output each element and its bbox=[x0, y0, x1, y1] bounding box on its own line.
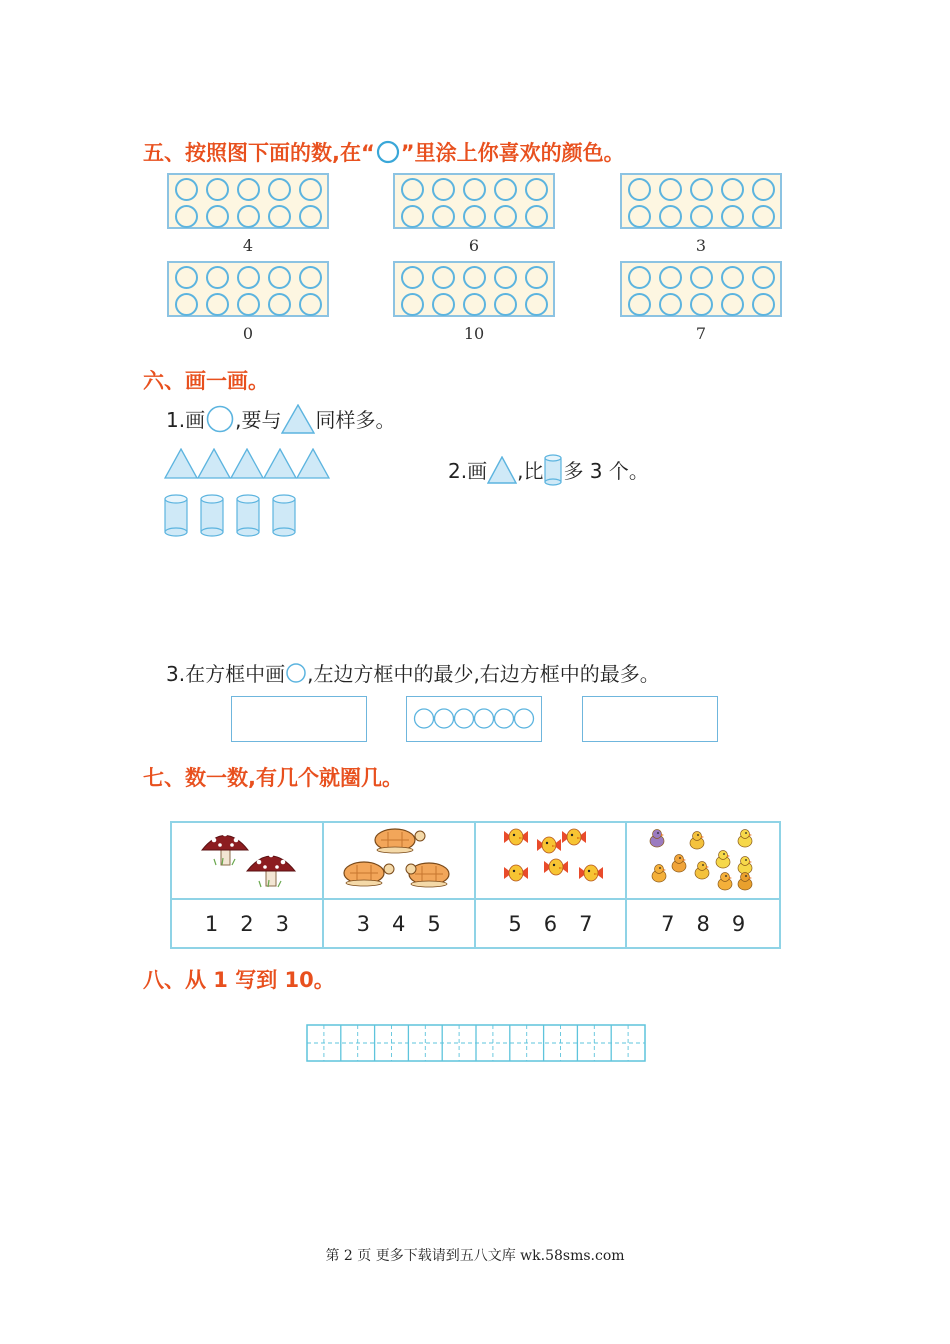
circle-icon bbox=[435, 709, 454, 728]
cylinder-icon bbox=[237, 495, 259, 536]
answer-box-left[interactable] bbox=[231, 696, 367, 742]
chick-icon bbox=[716, 851, 730, 869]
chick-icon bbox=[650, 830, 664, 848]
circle-icon bbox=[515, 709, 534, 728]
circle-icon[interactable] bbox=[752, 293, 775, 316]
circle-icon[interactable] bbox=[659, 293, 682, 316]
bird-icon bbox=[504, 865, 528, 881]
options-cell bbox=[627, 900, 779, 947]
circle-icon[interactable] bbox=[752, 205, 775, 228]
circle-icon[interactable] bbox=[628, 266, 651, 289]
circle-icon bbox=[205, 404, 235, 439]
triangle-icon bbox=[281, 404, 315, 439]
section5-heading-before: 五、按照图下面的数,在“ bbox=[143, 141, 375, 165]
circle-icon[interactable] bbox=[752, 266, 775, 289]
circle-icon[interactable] bbox=[690, 178, 713, 201]
circle-icon[interactable] bbox=[628, 178, 651, 201]
option-number[interactable]: 5 bbox=[508, 911, 522, 936]
triangle-icon bbox=[198, 449, 230, 478]
circle-icon[interactable] bbox=[659, 178, 682, 201]
circle-icon[interactable] bbox=[463, 205, 486, 228]
bird-icon bbox=[544, 859, 568, 875]
circle-icon[interactable] bbox=[268, 205, 291, 228]
triangle-icon bbox=[297, 449, 329, 478]
options-cell bbox=[476, 900, 628, 947]
triangle-icon bbox=[165, 449, 197, 478]
circle-icon[interactable] bbox=[463, 266, 486, 289]
ten-frame bbox=[167, 261, 329, 317]
option-number[interactable]: 7 bbox=[661, 911, 675, 936]
ten-frame bbox=[393, 261, 555, 317]
option-number[interactable]: 3 bbox=[356, 911, 370, 936]
cylinder-icon bbox=[273, 495, 295, 536]
bird-icon bbox=[579, 865, 603, 881]
circle-icon[interactable] bbox=[206, 205, 229, 228]
circle-icon[interactable] bbox=[175, 266, 198, 289]
circle-icon[interactable] bbox=[237, 293, 260, 316]
circle-icon[interactable] bbox=[175, 178, 198, 201]
circle-icon bbox=[285, 662, 307, 689]
frame-number-label: 4 bbox=[242, 236, 254, 255]
chick-icon bbox=[718, 873, 732, 891]
section7-heading: 七、数一数,有几个就圈几。 bbox=[143, 766, 403, 790]
bird-cell bbox=[476, 823, 628, 900]
chick-icon bbox=[690, 832, 704, 850]
circle-icon[interactable] bbox=[432, 266, 455, 289]
ten-frame bbox=[167, 173, 329, 229]
circle-icon[interactable] bbox=[690, 205, 713, 228]
frame-number-label: 0 bbox=[242, 324, 254, 343]
circle-icon[interactable] bbox=[494, 266, 517, 289]
count-table bbox=[170, 821, 781, 949]
option-number[interactable]: 7 bbox=[579, 911, 593, 936]
circle-icon bbox=[415, 709, 434, 728]
cylinder-icon bbox=[543, 454, 563, 491]
circle-icon[interactable] bbox=[268, 266, 291, 289]
chick-icon bbox=[627, 823, 777, 898]
circle-icon[interactable] bbox=[690, 266, 713, 289]
q2-text-a: 2.画 bbox=[448, 459, 488, 483]
frame-number-label: 3 bbox=[695, 236, 707, 255]
q3-text-b: ,左边方框中的最少,右边方框中的最多。 bbox=[307, 662, 660, 686]
answer-box-right[interactable] bbox=[582, 696, 718, 742]
circle-icon[interactable] bbox=[752, 178, 775, 201]
chick-icon bbox=[738, 830, 752, 848]
circle-icon[interactable] bbox=[659, 266, 682, 289]
circle-icon[interactable] bbox=[299, 266, 322, 289]
circle-icon[interactable] bbox=[525, 293, 548, 316]
ten-frame bbox=[620, 261, 782, 317]
cylinder-icon bbox=[165, 495, 187, 536]
circle-icon[interactable] bbox=[494, 293, 517, 316]
circle-icon[interactable] bbox=[525, 205, 548, 228]
section5-heading bbox=[143, 137, 625, 170]
circle-icon[interactable] bbox=[237, 266, 260, 289]
circle-icon[interactable] bbox=[299, 293, 322, 316]
q3-text-a: 3.在方框中画 bbox=[166, 662, 286, 686]
circle-icon[interactable] bbox=[721, 178, 744, 201]
chick-icon bbox=[672, 855, 686, 873]
circle-icon[interactable] bbox=[401, 178, 424, 201]
bird-icon bbox=[537, 837, 561, 853]
circle-icon[interactable] bbox=[237, 178, 260, 201]
circle-icon bbox=[475, 709, 494, 728]
circle-icon[interactable] bbox=[659, 205, 682, 228]
options-cell bbox=[324, 900, 476, 947]
circle-icon[interactable] bbox=[463, 178, 486, 201]
chick-icon bbox=[652, 865, 666, 883]
circle-icon[interactable] bbox=[432, 293, 455, 316]
circle-icon[interactable] bbox=[299, 178, 322, 201]
option-number[interactable]: 1 bbox=[204, 911, 219, 936]
chick-icon bbox=[738, 857, 752, 875]
mushroom-cell bbox=[172, 823, 324, 900]
circle-icon[interactable] bbox=[401, 293, 424, 316]
answer-box-middle bbox=[406, 696, 542, 742]
option-number[interactable]: 3 bbox=[275, 911, 289, 936]
circle-icon[interactable] bbox=[494, 205, 517, 228]
circle-icon[interactable] bbox=[206, 293, 229, 316]
bird-icon bbox=[562, 829, 586, 845]
bird-icon bbox=[476, 823, 626, 898]
triangle-icon bbox=[231, 449, 263, 478]
turtle-cell bbox=[324, 823, 476, 900]
question-3 bbox=[166, 658, 660, 689]
circle-icon[interactable] bbox=[463, 293, 486, 316]
triangle-row bbox=[164, 448, 330, 480]
bird-icon bbox=[504, 829, 528, 845]
section6-heading: 六、画一画。 bbox=[143, 369, 269, 393]
triangle-icon bbox=[264, 449, 296, 478]
circle-icon[interactable] bbox=[237, 205, 260, 228]
circle-icon[interactable] bbox=[401, 266, 424, 289]
circle-icon[interactable] bbox=[432, 178, 455, 201]
option-number[interactable]: 9 bbox=[731, 911, 746, 936]
circle-icon[interactable] bbox=[628, 293, 651, 316]
mushroom-icon bbox=[172, 823, 322, 898]
triangle-icon bbox=[487, 456, 517, 489]
circle-icon[interactable] bbox=[721, 293, 744, 316]
question-1 bbox=[166, 404, 395, 439]
circle-icon[interactable] bbox=[628, 205, 651, 228]
circle-icon[interactable] bbox=[525, 178, 548, 201]
section5-heading-after: ”里涂上你喜欢的颜色。 bbox=[400, 141, 625, 165]
chick-cell bbox=[627, 823, 779, 900]
writing-grid[interactable] bbox=[306, 1024, 646, 1062]
page-footer: 第 2 页 更多下载请到五八文库 wk.58sms.com bbox=[325, 1248, 625, 1264]
circle-icon[interactable] bbox=[206, 178, 229, 201]
q2-text-b: ,比 bbox=[517, 459, 544, 483]
option-number[interactable]: 5 bbox=[427, 911, 441, 936]
circle-icon[interactable] bbox=[721, 266, 744, 289]
turtle-icon bbox=[324, 823, 474, 898]
frame-number-label: 6 bbox=[468, 236, 480, 255]
circle-icon bbox=[455, 709, 474, 728]
option-number[interactable]: 6 bbox=[543, 911, 558, 936]
ten-frame bbox=[620, 173, 782, 229]
circle-icon[interactable] bbox=[268, 293, 291, 316]
question-2 bbox=[448, 454, 649, 491]
circle-icon[interactable] bbox=[175, 205, 198, 228]
circle-icon bbox=[495, 709, 514, 728]
q1-text-b: ,要与 bbox=[235, 408, 282, 432]
circle-icon[interactable] bbox=[494, 178, 517, 201]
ten-frame bbox=[393, 173, 555, 229]
circle-row bbox=[407, 697, 540, 740]
option-number[interactable]: 2 bbox=[240, 911, 254, 936]
circle-icon[interactable] bbox=[690, 293, 713, 316]
chick-icon bbox=[695, 862, 709, 880]
option-number[interactable]: 4 bbox=[391, 911, 406, 936]
circle-icon[interactable] bbox=[268, 178, 291, 201]
section8-heading: 八、从 1 写到 10。 bbox=[143, 968, 335, 992]
cylinder-icon bbox=[201, 495, 223, 536]
q1-text-a: 1.画 bbox=[166, 408, 206, 432]
circle-icon[interactable] bbox=[721, 205, 744, 228]
options-cell bbox=[172, 900, 324, 947]
circle-icon[interactable] bbox=[401, 205, 424, 228]
q1-text-c: 同样多。 bbox=[315, 408, 396, 432]
chick-icon bbox=[738, 873, 752, 891]
frame-number-label: 10 bbox=[463, 324, 485, 343]
circle-icon[interactable] bbox=[432, 205, 455, 228]
q2-text-c: 多 3 个。 bbox=[563, 459, 649, 483]
frame-number-label: 7 bbox=[695, 324, 707, 343]
circle-icon[interactable] bbox=[525, 266, 548, 289]
option-number[interactable]: 8 bbox=[696, 911, 710, 936]
circle-icon[interactable] bbox=[175, 293, 198, 316]
circle-icon[interactable] bbox=[299, 205, 322, 228]
circle-icon[interactable] bbox=[206, 266, 229, 289]
cylinder-row bbox=[163, 494, 299, 538]
circle-icon bbox=[375, 139, 401, 170]
